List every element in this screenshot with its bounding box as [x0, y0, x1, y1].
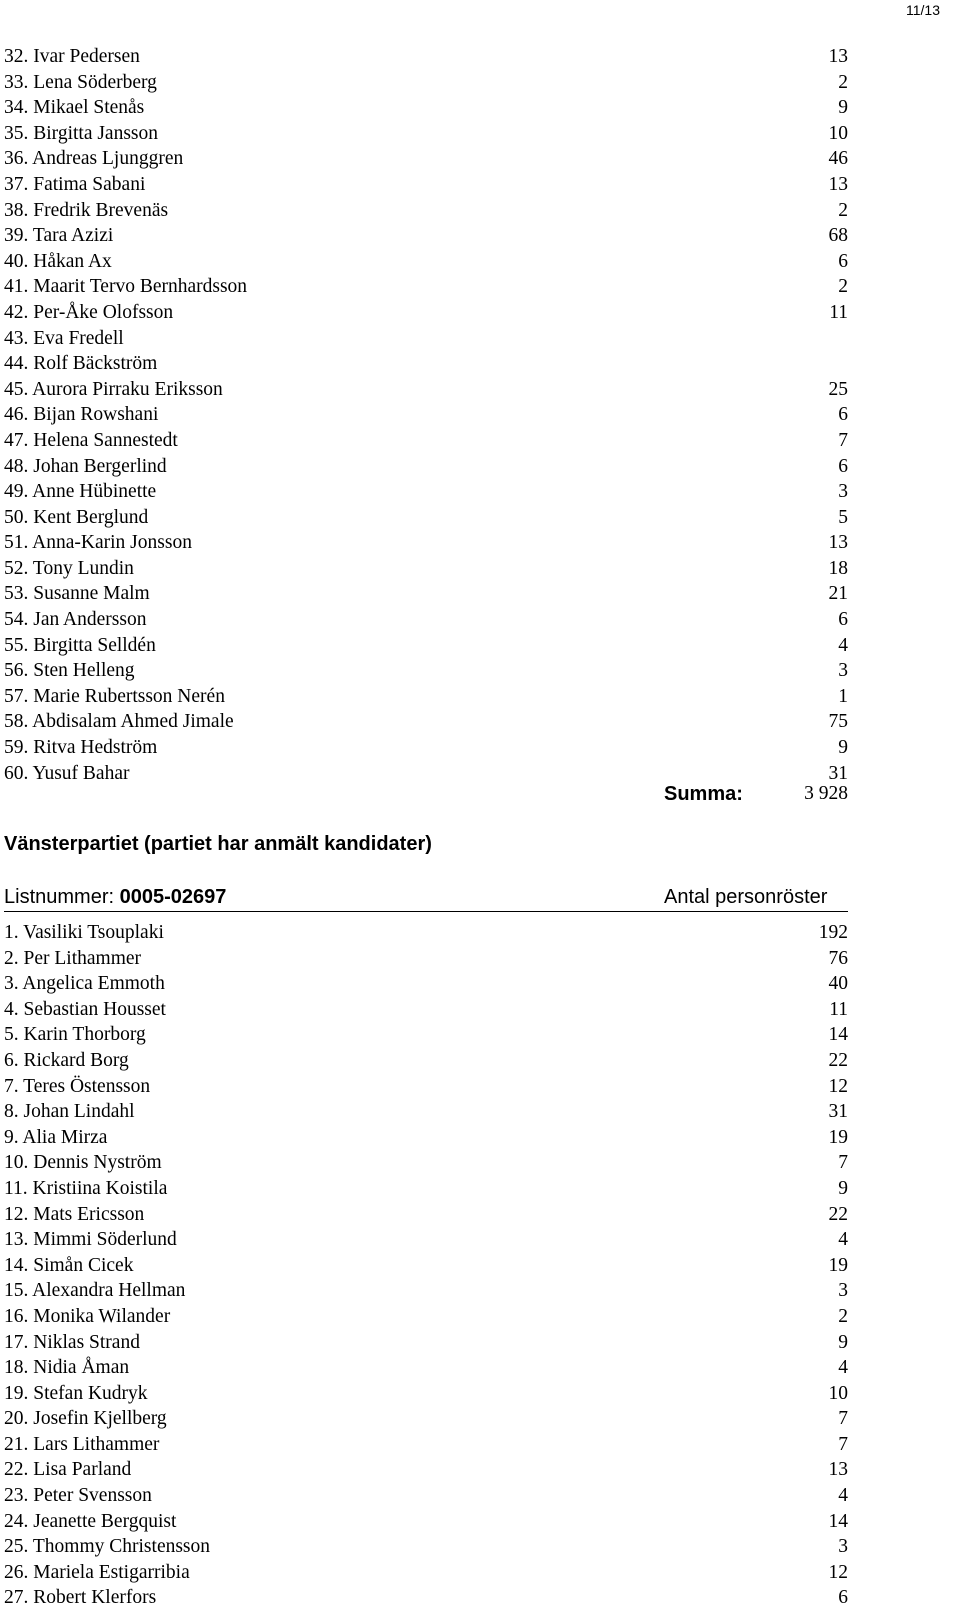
- candidate-name: 19. Stefan Kudryk: [4, 1382, 148, 1404]
- candidate-name: 12. Mats Ericsson: [4, 1203, 145, 1225]
- candidate-row: [4, 1560, 848, 1586]
- summa-value: 3 928: [804, 783, 848, 804]
- page-number: 11/13: [906, 2, 940, 18]
- candidate-name: 11. Kristiina Koistila: [4, 1177, 168, 1199]
- party-heading: Vänsterpartiet (partiet har anmält kandidater): [4, 833, 432, 855]
- candidate-row: [4, 581, 848, 607]
- candidate-votes: 2: [838, 199, 848, 221]
- candidate-row: [4, 479, 848, 505]
- candidate-votes: 4: [838, 1357, 848, 1379]
- candidate-row: [4, 1483, 848, 1509]
- candidate-row: [4, 633, 848, 659]
- candidate-votes: 3: [838, 1280, 848, 1302]
- candidate-votes: 25: [828, 378, 848, 400]
- candidate-name: 46. Bijan Rowshani: [4, 404, 159, 426]
- candidate-votes: 31: [828, 762, 848, 784]
- candidate-votes: 11: [829, 998, 848, 1020]
- candidate-name: 14. Simån Cicek: [4, 1254, 134, 1276]
- candidate-row: [4, 428, 848, 454]
- candidate-name: 23. Peter Svensson: [4, 1485, 152, 1507]
- candidate-votes: 11: [829, 301, 848, 323]
- candidate-votes: 3: [838, 1536, 848, 1558]
- candidate-row: [4, 44, 848, 70]
- candidate-row: [4, 1022, 848, 1048]
- candidate-votes: 6: [838, 1587, 848, 1609]
- candidate-row: [4, 1330, 848, 1356]
- candidate-votes: 22: [828, 1203, 848, 1225]
- candidate-name: 40. Håkan Ax: [4, 250, 112, 272]
- candidate-votes: 22: [828, 1049, 848, 1071]
- candidate-row: [4, 997, 848, 1023]
- candidate-name: 41. Maarit Tervo Bernhardsson: [4, 276, 248, 298]
- candidate-votes: 6: [838, 455, 848, 477]
- candidate-name: 56. Sten Helleng: [4, 660, 135, 682]
- candidate-row: [4, 1381, 848, 1407]
- candidate-name: 8. Johan Lindahl: [4, 1101, 135, 1123]
- list-header: [4, 883, 848, 912]
- candidate-row: [4, 1048, 848, 1074]
- candidate-row: [4, 70, 848, 96]
- candidate-votes: 7: [838, 1152, 848, 1174]
- candidate-votes: 9: [838, 1331, 848, 1353]
- candidate-votes: 10: [828, 122, 848, 144]
- candidate-votes: 4: [838, 1485, 848, 1507]
- candidate-name: 1. Vasiliki Tsouplaki: [4, 922, 164, 943]
- candidate-name: 47. Helena Sannestedt: [4, 429, 178, 451]
- candidate-votes: 6: [838, 609, 848, 631]
- candidate-name: 48. Johan Bergerlind: [4, 455, 167, 477]
- candidate-name: 18. Nidia Åman: [4, 1357, 130, 1379]
- candidate-row: [4, 1355, 848, 1381]
- candidate-votes: 2: [838, 71, 848, 93]
- candidate-votes: 12: [828, 1561, 848, 1583]
- candidate-name: 25. Thommy Christensson: [4, 1536, 211, 1558]
- candidate-votes: 1: [838, 685, 848, 707]
- candidate-name: 36. Andreas Ljunggren: [4, 148, 184, 170]
- candidate-name: 52. Tony Lundin: [4, 557, 134, 579]
- candidate-row: [4, 377, 848, 403]
- candidate-name: 43. Eva Fredell: [4, 327, 124, 349]
- candidate-votes: 75: [828, 711, 848, 733]
- votes-column-header: Antal personröster: [664, 886, 828, 908]
- candidate-row: [4, 1304, 848, 1330]
- candidate-row: [4, 735, 848, 761]
- candidate-row: [4, 223, 848, 249]
- candidate-votes: 7: [838, 1433, 848, 1455]
- candidate-name: 55. Birgitta Selldén: [4, 634, 156, 656]
- candidate-votes: 6: [838, 250, 848, 272]
- list-number-value: 0005-02697: [119, 886, 227, 908]
- candidate-name: 9. Alia Mirza: [4, 1126, 108, 1148]
- candidate-name: 53. Susanne Malm: [4, 583, 150, 605]
- candidate-name: 24. Jeanette Bergquist: [4, 1510, 177, 1532]
- candidate-votes: 6: [838, 404, 848, 426]
- candidate-row: [4, 709, 848, 735]
- candidate-votes: 13: [828, 46, 848, 67]
- candidate-row: [4, 1253, 848, 1279]
- summa-row: [4, 780, 848, 808]
- candidate-row: [4, 1125, 848, 1151]
- candidate-row: [4, 1074, 848, 1100]
- candidate-votes: 14: [828, 1510, 848, 1532]
- candidate-votes: 7: [838, 429, 848, 451]
- candidate-row: [4, 146, 848, 172]
- candidate-row: [4, 300, 848, 326]
- candidate-name: 34. Mikael Stenås: [4, 97, 145, 119]
- candidate-votes: 14: [828, 1024, 848, 1046]
- party-candidate-list: [4, 920, 848, 1611]
- candidate-name: 37. Fatima Sabani: [4, 173, 146, 195]
- candidate-name: 13. Mimmi Söderlund: [4, 1229, 177, 1251]
- candidate-votes: 2: [838, 276, 848, 298]
- candidate-votes: 4: [838, 1229, 848, 1251]
- candidate-name: 58. Abdisalam Ahmed Jimale: [4, 711, 234, 733]
- candidate-row: [4, 402, 848, 428]
- candidate-votes: 13: [828, 1459, 848, 1481]
- candidate-row: [4, 172, 848, 198]
- candidate-votes: 13: [828, 532, 848, 554]
- candidate-row: [4, 946, 848, 972]
- candidate-name: 50. Kent Berglund: [4, 506, 149, 528]
- candidate-row: [4, 326, 848, 352]
- candidate-name: 10. Dennis Nyström: [4, 1152, 162, 1174]
- candidate-row: [4, 556, 848, 582]
- candidate-row: [4, 658, 848, 684]
- candidate-name: 22. Lisa Parland: [4, 1459, 132, 1481]
- candidate-name: 7. Teres Östensson: [4, 1075, 151, 1097]
- candidate-row: [4, 1457, 848, 1483]
- candidate-votes: 4: [838, 634, 848, 656]
- candidate-row: [4, 1534, 848, 1560]
- candidate-name: 2. Per Lithammer: [4, 947, 142, 969]
- candidate-row: [4, 684, 848, 710]
- candidate-name: 49. Anne Hübinette: [4, 481, 157, 503]
- candidate-row: [4, 505, 848, 531]
- candidate-votes: 46: [828, 148, 848, 170]
- candidate-votes: 12: [828, 1075, 848, 1097]
- candidate-votes: 2: [838, 1305, 848, 1327]
- candidate-row: [4, 1176, 848, 1202]
- candidate-name: 26. Mariela Estigarribia: [4, 1561, 190, 1583]
- candidate-name: 33. Lena Söderberg: [4, 71, 157, 93]
- candidate-votes: 19: [828, 1126, 848, 1148]
- candidate-name: 20. Josefin Kjellberg: [4, 1408, 167, 1430]
- candidate-row: [4, 530, 848, 556]
- candidate-name: 57. Marie Rubertsson Nerén: [4, 685, 225, 707]
- previous-candidate-list: [4, 44, 848, 786]
- candidate-name: 42. Per-Åke Olofsson: [4, 301, 174, 323]
- candidate-name: 5. Karin Thorborg: [4, 1024, 146, 1046]
- candidate-name: 45. Aurora Pirraku Eriksson: [4, 378, 223, 400]
- candidate-row: [4, 1099, 848, 1125]
- candidate-row: [4, 198, 848, 224]
- candidate-name: 32. Ivar Pedersen: [4, 46, 140, 67]
- candidate-name: 59. Ritva Hedström: [4, 737, 158, 759]
- candidate-votes: 9: [838, 1177, 848, 1199]
- candidate-votes: 5: [838, 506, 848, 528]
- candidate-votes: 3: [838, 481, 848, 503]
- candidate-votes: 76: [828, 947, 848, 969]
- candidate-row: [4, 249, 848, 275]
- candidate-name: 21. Lars Lithammer: [4, 1433, 160, 1455]
- candidate-name: 27. Robert Klerfors: [4, 1587, 157, 1609]
- candidate-row: [4, 1432, 848, 1458]
- candidate-name: 15. Alexandra Hellman: [4, 1280, 186, 1302]
- candidate-name: 44. Rolf Bäckström: [4, 353, 158, 375]
- candidate-votes: 13: [828, 173, 848, 195]
- candidate-row: [4, 351, 848, 377]
- candidate-votes: 19: [828, 1254, 848, 1276]
- candidate-votes: 192: [818, 922, 848, 943]
- candidate-row: [4, 454, 848, 480]
- candidate-name: 17. Niklas Strand: [4, 1331, 140, 1353]
- list-number: [4, 883, 226, 911]
- candidate-name: 3. Angelica Emmoth: [4, 973, 165, 995]
- candidate-name: 35. Birgitta Jansson: [4, 122, 159, 144]
- candidate-votes: 40: [828, 973, 848, 995]
- candidate-row: [4, 121, 848, 147]
- candidate-votes: 3: [838, 660, 848, 682]
- candidate-votes: 21: [828, 583, 848, 605]
- candidate-votes: 31: [828, 1101, 848, 1123]
- candidate-name: 60. Yusuf Bahar: [4, 762, 130, 784]
- summa-label: Summa:: [664, 783, 743, 805]
- candidate-row: [4, 1150, 848, 1176]
- candidate-votes: 9: [838, 97, 848, 119]
- candidate-row: [4, 1585, 848, 1611]
- candidate-row: [4, 971, 848, 997]
- candidate-votes: 18: [828, 557, 848, 579]
- candidate-name: 54. Jan Andersson: [4, 609, 147, 631]
- candidate-row: [4, 1509, 848, 1535]
- candidate-name: 16. Monika Wilander: [4, 1305, 171, 1327]
- candidate-row: [4, 95, 848, 121]
- candidate-votes: 10: [828, 1382, 848, 1404]
- candidate-row: [4, 1227, 848, 1253]
- candidate-row: [4, 607, 848, 633]
- candidate-votes: 68: [828, 225, 848, 247]
- candidate-row: [4, 1202, 848, 1228]
- candidate-name: 38. Fredrik Brevenäs: [4, 199, 169, 221]
- candidate-name: 4. Sebastian Housset: [4, 998, 166, 1020]
- list-number-label: Listnummer:: [4, 886, 120, 908]
- candidate-name: 51. Anna-Karin Jonsson: [4, 532, 192, 554]
- candidate-name: 6. Rickard Borg: [4, 1049, 129, 1071]
- candidate-votes: 9: [838, 737, 848, 759]
- candidate-name: 39. Tara Azizi: [4, 225, 114, 247]
- candidate-votes: 7: [838, 1408, 848, 1430]
- candidate-row: [4, 1278, 848, 1304]
- candidate-row: [4, 1406, 848, 1432]
- candidate-row: [4, 920, 848, 946]
- candidate-row: [4, 274, 848, 300]
